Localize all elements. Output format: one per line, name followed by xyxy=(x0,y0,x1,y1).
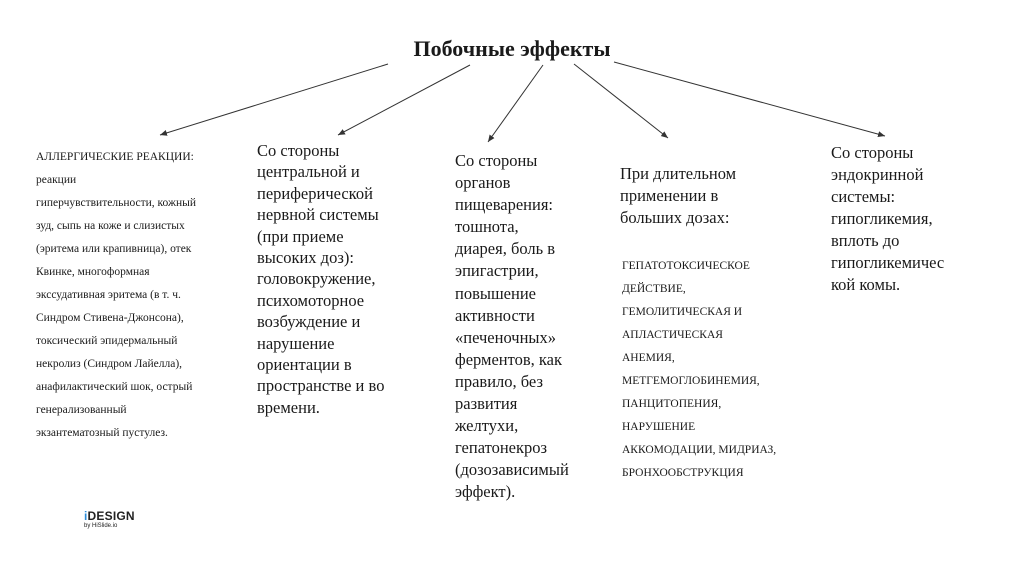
logo-accent: i xyxy=(84,509,88,523)
diagram-title: Побочные эффекты xyxy=(413,36,611,61)
arrow-to-high-doses xyxy=(574,64,668,138)
high-doses-text: ГЕПАТОТОКСИЧЕСКОЕ ДЕЙСТВИЕ, ГЕМОЛИТИЧЕСКАЯ И АПЛАСТИЧЕСКАЯ АНЕМИЯ, МЕТГЕМОГЛОБИНЕМИЯ, ПАНЦИТОПЕНИЯ, НАРУШЕНИЕ АККОМОДАЦИИ, МИДРИАЗ, БРОНХООБСТРУКЦИЯ xyxy=(622,260,777,479)
arrow-to-allergic xyxy=(160,64,388,135)
logo-byline: by HiSlide.io xyxy=(84,523,118,529)
arrow-to-digestive-system xyxy=(488,65,543,142)
endocrine-system-text: Со стороны эндокринной системы: гипогликемия, вплоть до гипогликемичес кой комы. xyxy=(831,143,945,294)
logo-mark xyxy=(84,509,135,523)
nervous-system-text: Со стороны центральной и периферической нервной системы (при приеме высоких доз): головокружение, психомоторное возбуждение и нарушение ориентации в пространстве и во времени. xyxy=(257,141,385,417)
allergic-reactions-text: АЛЛЕРГИЧЕСКИЕ РЕАКЦИИ: реакции гиперчувствительности, кожный зуд, сыпь на коже и слизистых (эритема или крапивница), отек Квинке, многоформная экссудативная эритема (в т. ч. Синдром Стивена-Джонсона), токсический эпидермальный некролиз (Синдром Лайелла), анафилактический шок, острый генерализованный экзантематозный пустулез. xyxy=(36,151,196,439)
idesign-logo xyxy=(84,509,135,529)
arrow-to-endocrine-system xyxy=(614,62,885,136)
digestive-system-text: Со стороны органов пищеварения: тошнота, диарея, боль в эпигастрии, повышение активности «печеночных» ферментов, как правило, без развития желтухи, гепатонекроз (дозозависимый эффект). xyxy=(455,151,569,502)
arrow-to-nervous-system xyxy=(338,65,470,135)
high-doses-heading: При длительном применении в больших дозах: xyxy=(620,164,737,227)
logo-wordmark: DESIGN xyxy=(87,509,135,523)
high-doses-block xyxy=(620,145,810,503)
